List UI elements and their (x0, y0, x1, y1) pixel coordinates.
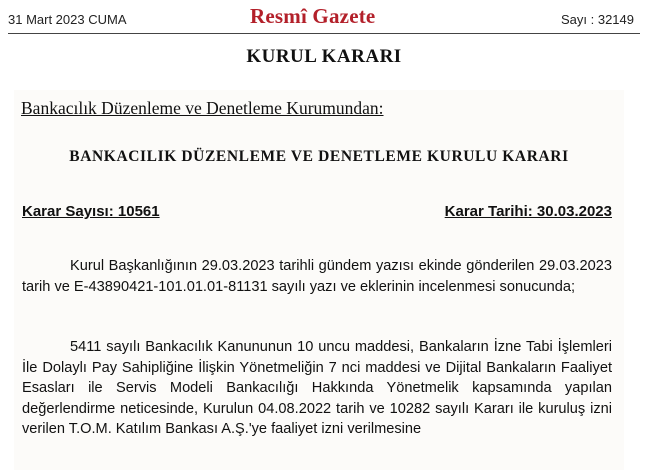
decision-document (14, 90, 624, 470)
header-divider (8, 33, 640, 34)
gazette-title: Resmî Gazete (250, 4, 376, 28)
board-decision-title: BANKACILIK DÜZENLEME VE DENETLEME KURULU KARARI (69, 148, 569, 165)
issue-date: 31 Mart 2023 CUMA (8, 12, 127, 27)
paragraph-2: 5411 sayılı Bankacılık Kanununun 10 uncu maddesi, Bankaların İzne Tabi İşlemleri İle Dolaylı Pay Sahipliğine İlişkin Yönetmeliğin 7 nci maddesi ve Dijital Bankaların Faaliyet Esasları ile Servis Modeli Bankacılığı Hakkında Yönetmelik kapsamında yapılan değerlendirme neticesinde, Kurulun 04.08.2022 tarih ve 10282 sayılı Kararı ile kuruluş izni verilen T.O.M. Katılım Bankası A.Ş.'ye faaliyet izni verilmesine (22, 339, 612, 437)
section-title: KURUL KARARI (246, 46, 402, 67)
gazette-header (0, 0, 648, 36)
decision-date: Karar Tarihi: 30.03.2023 (444, 203, 612, 220)
paragraph-1: Kurul Başkanlığının 29.03.2023 tarihli gündem yazısı ekinde gönderilen 29.03.2023 tarih ve E-43890421-101.01.01-81131 sayılı yazı ve eklerinin incelenmesi sonucunda; (22, 258, 612, 295)
institution-name: Bankacılık Düzenleme ve Denetleme Kurumundan: (21, 98, 384, 118)
decision-number: Karar Sayısı: 10561 (22, 203, 160, 220)
issue-number: Sayı : 32149 (561, 12, 634, 27)
